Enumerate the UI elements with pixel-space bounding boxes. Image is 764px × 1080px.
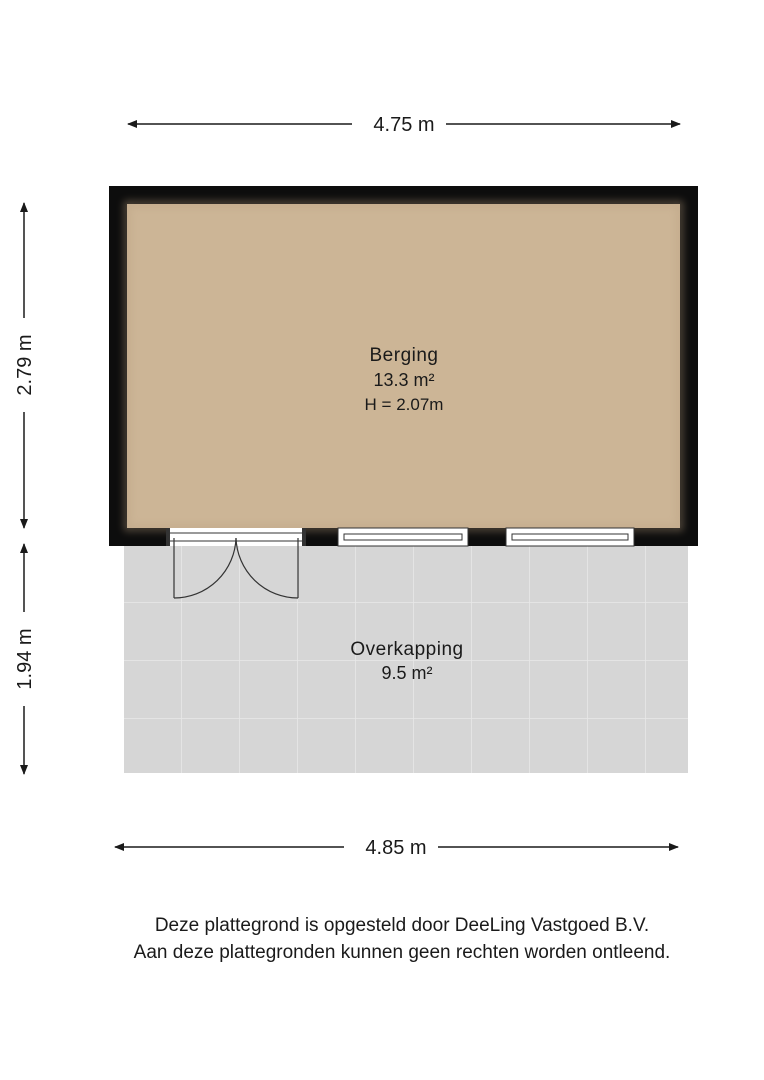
room-area: 9.5 m² [381, 663, 433, 683]
dimension-left-overkapping-label: 1.94 m [14, 628, 36, 690]
dimension-left-berging [14, 203, 36, 528]
room-height: H = 2.07m [364, 395, 444, 414]
room-label-berging [365, 345, 444, 414]
disclaimer-line-1: Deze plattegrond is opgesteld door DeeLing Vastgoed B.V. [154, 915, 650, 936]
window-middle [338, 528, 468, 546]
dimension-left-overkapping [14, 544, 36, 774]
dimension-top [128, 114, 680, 136]
berging-floor [127, 204, 680, 528]
dimension-left-berging-label: 2.79 m [14, 334, 36, 396]
room-name: Overkapping [350, 639, 464, 660]
disclaimer-line-2: Aan deze plattegronden kunnen geen rechten worden ontleend. [133, 942, 671, 963]
dimension-bottom [115, 837, 678, 859]
dimension-bottom-label: 4.85 m [365, 837, 427, 859]
window-right [506, 528, 634, 546]
dimension-top-label: 4.75 m [373, 114, 435, 136]
room-area: 13.3 m² [373, 370, 435, 390]
room-name: Berging [369, 345, 439, 366]
disclaimer [0, 912, 764, 966]
